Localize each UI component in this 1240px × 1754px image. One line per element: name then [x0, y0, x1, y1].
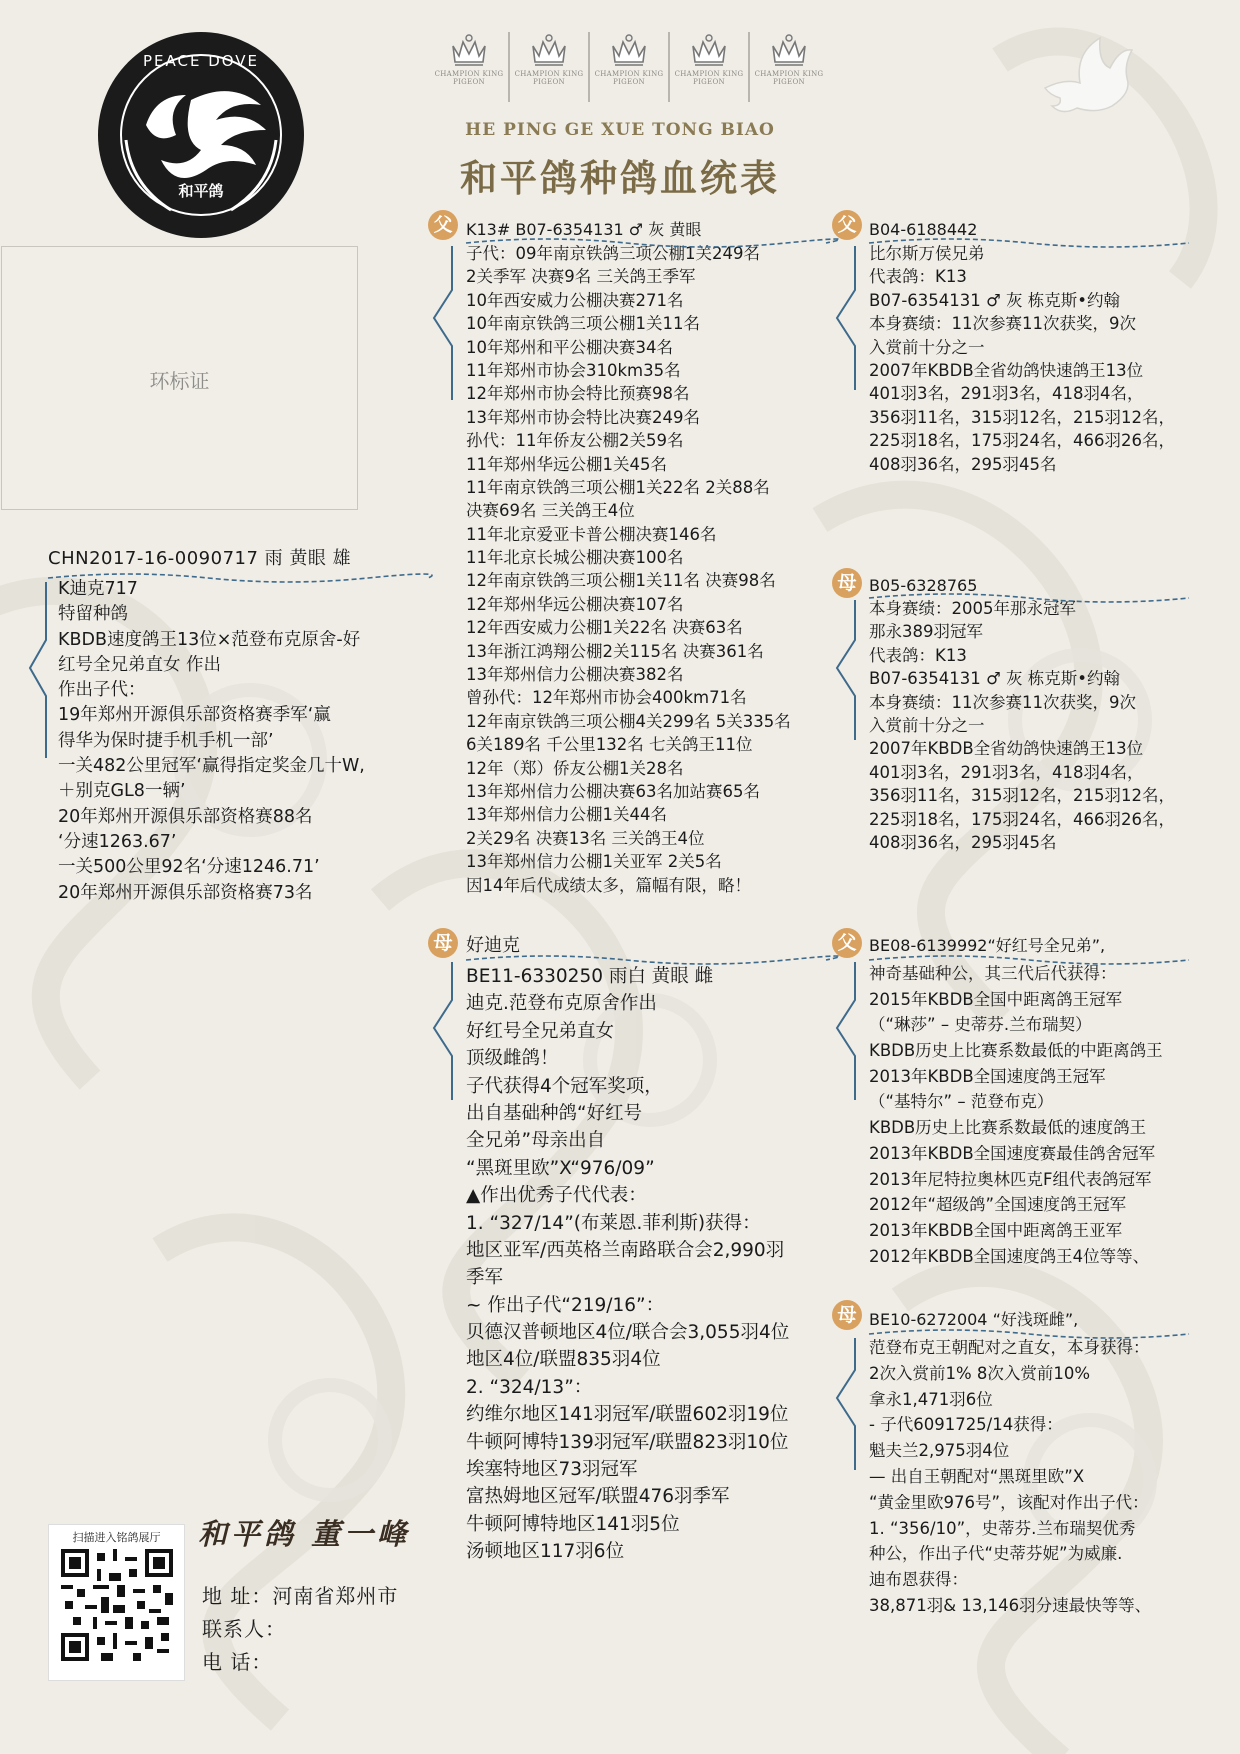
sire-line: 13年郑州信力公棚1关亚军 2关5名 [466, 852, 722, 872]
sire-line: 12年郑州华远公棚决赛107名 [466, 594, 684, 614]
crown-icon [609, 32, 649, 68]
dam-dam-line: — 出自王朝配对“黑斑里欧”X [869, 1466, 1085, 1486]
address-value: 河南省郑州市 [272, 1584, 399, 1608]
dam-sire-line: 神奇基础种公，其三代后代获得： [869, 964, 1117, 983]
sire-dam-header: B05-6328765 [869, 576, 978, 595]
contact-label: 联系人： [202, 1617, 286, 1641]
sire-line: 2关29名 决赛13名 三关鸽王4位 [466, 828, 705, 848]
ring-certificate-label: 环标证 [149, 369, 210, 393]
logo-center-text: 和平鸽 [178, 182, 224, 200]
sire-dam-details [869, 597, 1175, 854]
dam-line: 子代获得4个冠军奖项， [466, 1075, 663, 1097]
subject-details [58, 577, 365, 906]
dam-line: “黑斑里欧”X“976/09” [466, 1157, 655, 1179]
crown-caption: CHAMPION KING PIGEON [514, 70, 584, 86]
crown-icon [689, 32, 729, 68]
subject-line: 红号全兄弟直女 作出 [58, 654, 222, 675]
subject-line: 20年郑州开源俱乐部资格赛88名 [58, 806, 313, 827]
sire-dam-line: 入赏前十分之一 [869, 715, 985, 735]
sire-sire-badge: 父 [832, 210, 862, 240]
phone-label: 电 话： [202, 1650, 273, 1674]
sire-line: 子代：09年南京铁鸽三项公棚1关249名 [466, 244, 760, 263]
crown-icon [529, 32, 569, 68]
dam-badge: 母 [428, 928, 458, 958]
dam-line: 埃塞特地区73羽冠军 [466, 1459, 638, 1481]
sire-dam-badge: 母 [832, 568, 862, 598]
dam-sire-line: 2013年KBDB全国中距离鸽王亚军 [869, 1220, 1123, 1240]
sire-dam-line: 225羽18名，175羽24名，466羽26名， [869, 809, 1175, 829]
phone-row [202, 1646, 272, 1675]
qr-code[interactable] [48, 1524, 185, 1681]
subject-line: 19年郑州开源俱乐部资格赛季军‘赢 [58, 705, 331, 726]
dam-line: 地区4位/联盟835羽4位 [466, 1349, 661, 1371]
sire-dam-line: 本身赛绩：2005年那永冠军 [869, 599, 1076, 618]
sire-line: 孙代：11年侨友公棚2关59名 [466, 431, 684, 451]
dam-sire-header: BE08-6139992“好红号全兄弟”, [869, 936, 1106, 955]
sire-line: 12年南京铁鸽三项公棚4关299名 5关335名 [466, 711, 791, 731]
sire-sire-line: 408羽36名，295羽45名 [869, 454, 1057, 474]
subject-line: K迪克717 [58, 579, 138, 599]
subject-line: 20年郑州开源俱乐部资格赛73名 [58, 882, 313, 903]
sire-sire-header: B04-6188442 [869, 220, 978, 239]
address-label: 地 址： [202, 1584, 273, 1608]
crown-caption: CHAMPION KING PIGEON [594, 70, 664, 86]
crown-row [430, 32, 830, 102]
subject-header: CHN2017-16-0090717 雨 黄眼 雄 [48, 548, 352, 569]
sire-dam-line: 那永389羽冠军 [869, 622, 983, 642]
sire-dam-line: 2007年KBDB全省幼鸽快速鸽王13位 [869, 739, 1144, 759]
subject-line: KBDB速度鸽王13位×范登布克原舍-好 [58, 629, 361, 650]
sire-sire-line: 比尔斯万侯兄弟 [869, 244, 985, 263]
sire-line: 10年西安威力公棚决赛271名 [466, 290, 684, 310]
sire-dam-line: B07-6354131 ♂ 灰 栋克斯•约翰 [869, 669, 1121, 689]
dam-line: ▲作出优秀子代代表： [466, 1185, 647, 1207]
dam-sire-line: 2013年KBDB全国速度鸽王冠军 [869, 1066, 1106, 1086]
dam-line: 约维尔地区141羽冠军/联盟602羽19位 [466, 1404, 789, 1426]
sire-line: 11年南京铁鸽三项公棚1关22名 2关88名 [466, 477, 770, 497]
subject-line: 特留种鸽 [58, 604, 128, 625]
sire-line: 12年（郑）侨友公棚1关28名 [466, 758, 684, 778]
dam-dam-line: 种公，作出子代“史蒂芬妮”为威廉. [869, 1544, 1123, 1564]
sire-dam-line: 代表鸽：K13 [869, 645, 967, 665]
dam-sire-line: 2012年“超级鸽”全国速度鸽王冠军 [869, 1195, 1127, 1215]
subject-line: ＋别克GL8一辆’ [58, 781, 186, 802]
dam-sire-line: KBDB历史上比赛系数最低的速度鸽王 [869, 1118, 1147, 1138]
dam-sire-line: （“琳莎” – 史蒂芬.兰布瑞契） [869, 1015, 1092, 1035]
dam-details [466, 963, 789, 1566]
dam-line: 牛顿阿博特地区141羽5位 [466, 1513, 680, 1535]
sire-line: 12年西安威力公棚1关22名 决赛63名 [466, 618, 743, 638]
dam-line: 富热姆地区冠军/联盟476羽季军 [466, 1486, 730, 1508]
dam-sire-line: 2012年KBDB全国速度鸽王4位等等、 [869, 1246, 1150, 1266]
dam-dam-line: 拿永1,471羽6位 [869, 1389, 993, 1409]
subject-line: 一关500公里92名‘分速1246.71’ [58, 857, 320, 878]
dam-sire-badge: 父 [832, 928, 862, 958]
dam-dam-line: “黄金里欧976号”，该配对作出子代： [869, 1492, 1149, 1512]
dam-line: 1. “327/14”(布莱恩.菲利斯)获得： [466, 1212, 761, 1234]
dam-line: 地区亚军/西英格兰南路联合会2,990羽 [466, 1239, 785, 1261]
sire-dam-line: 356羽11名，315羽12名，215羽12名， [869, 786, 1175, 806]
sire-sire-line: 401羽3名，291羽3名，418羽4名， [869, 384, 1144, 404]
subject-line: 一关482公里冠军‘赢得指定奖金几十W, [58, 756, 365, 777]
dam-sire-line: 2015年KBDB全国中距离鸽王冠军 [869, 989, 1123, 1009]
address-row [202, 1580, 398, 1609]
sire-badge: 父 [428, 210, 458, 240]
sire-line: 2关季军 决赛9名 三关鸽王季军 [466, 267, 696, 287]
sire-line: 13年郑州信力公棚决赛63名加站赛65名 [466, 781, 760, 801]
sire-header: K13# B07-6354131 ♂ 灰 黄眼 [466, 220, 702, 239]
sire-sire-line: 代表鸽：K13 [869, 267, 967, 287]
sire-line: 11年郑州华远公棚1关45名 [466, 454, 667, 474]
dam-line: BE11-6330250 雨白 黄眼 雌 [466, 966, 714, 987]
sire-sire-line: 本身赛绩：11次参赛11次获奖，9次 [869, 314, 1136, 334]
crown-caption: CHAMPION KING PIGEON [674, 70, 744, 86]
dam-sire-line: 2013年尼特拉奥林匹克F组代表鸽冠军 [869, 1169, 1152, 1189]
dam-dam-line: 1. “356/10”，史蒂芬.兰布瑞契优秀 [869, 1518, 1136, 1538]
dam-line: 季军 [466, 1267, 504, 1289]
sire-sire-line: 入赏前十分之一 [869, 337, 985, 357]
crown-icon [769, 32, 809, 68]
contact-row [202, 1613, 286, 1642]
qr-code-icon [61, 1549, 173, 1661]
sire-details [466, 242, 791, 897]
dam-line: 顶级雌鸽！ [466, 1048, 559, 1070]
dam-dam-header: BE10-6272004 “好浅斑雌”, [869, 1310, 1079, 1329]
dam-line: 牛顿阿博特139羽冠军/联盟823羽10位 [466, 1431, 789, 1453]
dam-sire-details [869, 961, 1163, 1269]
sire-line: 11年北京爱亚卡普公棚决赛146名 [466, 524, 717, 544]
dam-dam-line: 38,871羽& 13,146羽分速最快等等、 [869, 1595, 1152, 1615]
sire-line: 13年浙江鸿翔公棚2关115名 决赛361名 [466, 641, 764, 661]
crown-icon [449, 32, 489, 68]
sire-dam-line: 408羽36名，295羽45名 [869, 832, 1057, 852]
dam-line: 2. “324/13”： [466, 1376, 593, 1398]
ring-certificate-box [1, 246, 358, 510]
dam-line: ~ 作出子代“219/16”： [466, 1294, 665, 1316]
dam-sire-line: （“基特尔” – 范登布克） [869, 1092, 1054, 1112]
sire-sire-line: 356羽11名，315羽12名，215羽12名， [869, 407, 1175, 427]
dam-line: 汤顿地区117羽6位 [466, 1541, 625, 1563]
sire-line: 13年郑州信力公棚1关44名 [466, 805, 667, 825]
subject-line: 得华为保时捷手机手机一部’ [58, 730, 274, 751]
dam-dam-line: 迪布恩获得： [869, 1570, 968, 1590]
sire-line: 6关189名 千公里132名 七关鸽王11位 [466, 735, 753, 755]
dam-dam-line: - 子代6091725/14获得： [869, 1415, 1063, 1435]
dam-sire-line: 2013年KBDB全国速度赛最佳鸽舍冠军 [869, 1143, 1156, 1163]
page-title: 和平鸽种鸽血统表 [460, 156, 780, 200]
crown-badge [510, 32, 590, 102]
sire-line: 13年郑州信力公棚决赛382名 [466, 665, 684, 685]
crown-caption: CHAMPION KING PIGEON [434, 70, 504, 86]
sire-line: 11年郑州市协会310km35名 [466, 360, 681, 380]
subject-line: ‘分速1263.67’ [58, 831, 177, 852]
sire-line: 12年南京铁鸽三项公棚1关11名 决赛98名 [466, 571, 776, 591]
dam-dam-details [869, 1335, 1151, 1619]
crown-caption: CHAMPION KING PIGEON [754, 70, 824, 86]
sire-line: 10年南京铁鸽三项公棚1关11名 [466, 314, 700, 334]
crown-badge [750, 32, 828, 102]
dam-dam-line: 2次入赏前1% 8次入赏前10% [869, 1363, 1091, 1383]
dam-dam-line: 范登布克王朝配对之直女，本身获得： [869, 1338, 1150, 1357]
logo-ring-text: PEACE DOVE [142, 52, 260, 70]
page-subtitle: HE PING GE XUE TONG BIAO [465, 120, 775, 140]
sire-line: 13年郑州市协会特比决赛249名 [466, 407, 700, 427]
sire-line: 因14年后代成绩太多，篇幅有限，略！ [466, 875, 751, 895]
sire-line: 曾孙代：12年郑州市协会400km71名 [466, 688, 747, 708]
sire-dam-line: 本身赛绩：11次参赛11次获奖，9次 [869, 692, 1136, 712]
sire-sire-line: 2007年KBDB全省幼鸽快速鸽王13位 [869, 360, 1144, 380]
crown-badge [670, 32, 750, 102]
qr-caption: 扫描进入铭鸽展厅 [72, 1531, 161, 1544]
dam-line: 全兄弟”母亲出自 [466, 1130, 606, 1152]
sire-line: 10年郑州和平公棚决赛34名 [466, 337, 673, 357]
sire-sire-details [869, 242, 1175, 476]
dam-header: 好迪克 [466, 935, 520, 956]
dam-line: 迪克.范登布克原舍作出 [466, 993, 657, 1015]
sire-line: 11年北京长城公棚决赛100名 [466, 548, 684, 568]
dam-dam-badge: 母 [832, 1300, 862, 1330]
dam-line: 出自基础种鸽“好红号 [466, 1102, 643, 1124]
dam-dam-line: 魁夫兰2,975羽4位 [869, 1441, 1010, 1461]
dam-sire-line: KBDB历史上比赛系数最低的中距离鸽王 [869, 1041, 1163, 1061]
breeder-name: 和平鸽 董一峰 [198, 1517, 411, 1551]
crown-badge [590, 32, 670, 102]
dam-line: 贝德汉普顿地区4位/联合会3,055羽4位 [466, 1322, 790, 1344]
peace-dove-logo [96, 30, 306, 240]
subject-line: 作出子代： [58, 680, 146, 701]
sire-dam-line: 401羽3名，291羽3名，418羽4名， [869, 762, 1144, 782]
sire-line: 12年郑州市协会特比预赛98名 [466, 384, 690, 404]
sire-sire-line: B07-6354131 ♂ 灰 栋克斯•约翰 [869, 290, 1121, 310]
dam-line: 好红号全兄弟直女 [466, 1020, 615, 1042]
dove-icon [1035, 28, 1135, 123]
sire-line: 决赛69名 三关鸽王4位 [466, 501, 635, 521]
crown-badge [430, 32, 510, 102]
sire-sire-line: 225羽18名，175羽24名，466羽26名， [869, 431, 1175, 451]
